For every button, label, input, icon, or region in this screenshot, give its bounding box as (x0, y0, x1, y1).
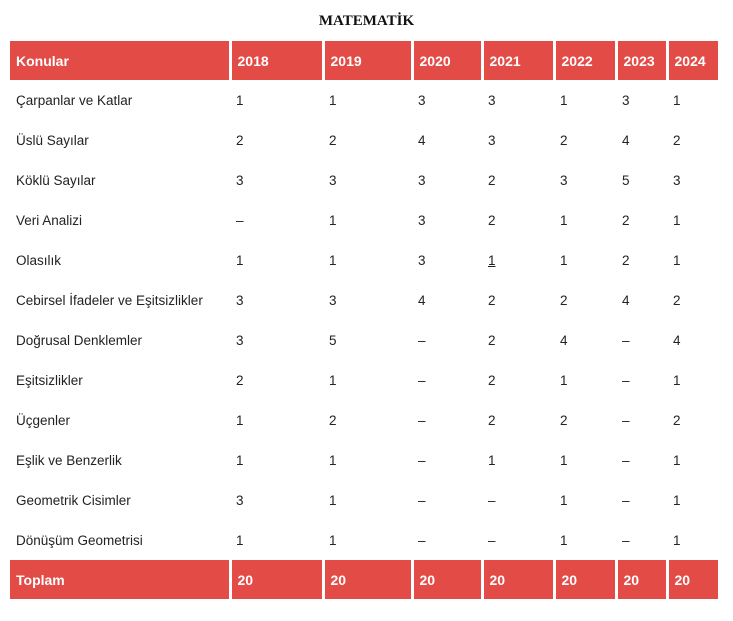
table-row (10, 320, 718, 360)
count-cell: 3 (488, 132, 496, 148)
topics-table (10, 41, 718, 599)
count-cell: – (622, 492, 630, 508)
count-cell: 2 (560, 292, 568, 308)
table-row (10, 440, 718, 480)
count-cell: 3 (236, 292, 244, 308)
count-cell: 2 (673, 412, 681, 428)
column-header-year: 2021 (482, 41, 554, 80)
topic-cell: Üçgenler (16, 412, 71, 428)
count-cell: 3 (418, 172, 426, 188)
table-row (10, 80, 718, 120)
column-header-year: 2019 (323, 41, 412, 80)
count-cell: 2 (329, 412, 337, 428)
count-cell: – (418, 532, 426, 548)
count-cell: – (418, 492, 426, 508)
count-cell: 1 (329, 92, 337, 108)
topic-cell: Eşlik ve Benzerlik (16, 452, 122, 468)
count-cell: 3 (560, 172, 568, 188)
topic-cell: Geometrik Cisimler (16, 492, 131, 508)
count-cell: 2 (488, 372, 496, 388)
table-row (10, 120, 718, 160)
table-row (10, 400, 718, 440)
total-cell: 20 (616, 560, 667, 599)
count-cell: 1 (236, 92, 244, 108)
count-cell: 1 (560, 452, 568, 468)
count-cell: 4 (673, 332, 681, 348)
count-cell: 1 (329, 372, 337, 388)
count-cell: 2 (488, 412, 496, 428)
column-header-year: 2023 (616, 41, 667, 80)
count-cell: 1 (673, 212, 681, 228)
count-cell: 2 (560, 412, 568, 428)
table-row (10, 200, 718, 240)
total-cell: 20 (230, 560, 323, 599)
count-cell: 3 (329, 292, 337, 308)
count-cell: 1 (329, 252, 337, 268)
total-cell: 20 (323, 560, 412, 599)
count-cell: – (622, 412, 630, 428)
count-cell: 2 (488, 332, 496, 348)
count-cell: 1 (488, 452, 496, 468)
count-cell: 1 (560, 252, 568, 268)
count-cell: – (622, 332, 630, 348)
count-cell: – (622, 372, 630, 388)
header-row (10, 41, 718, 80)
table-row (10, 360, 718, 400)
count-cell: 1 (236, 452, 244, 468)
count-cell: 2 (673, 132, 681, 148)
count-cell: 2 (560, 132, 568, 148)
count-cell: 3 (329, 172, 337, 188)
count-cell: 1 (673, 492, 681, 508)
column-header-year: 2020 (412, 41, 482, 80)
count-cell: 1 (560, 532, 568, 548)
page-title: MATEMATİK (318, 13, 415, 29)
table-row (10, 160, 718, 200)
count-cell: 1 (673, 252, 681, 268)
count-cell: 3 (488, 92, 496, 108)
column-header-topic: Konular (10, 41, 230, 80)
count-cell: 2 (236, 132, 244, 148)
count-cell: 3 (236, 332, 244, 348)
count-cell: – (418, 412, 426, 428)
count-cell: 3 (673, 172, 681, 188)
topic-cell: Dönüşüm Geometrisi (16, 532, 143, 548)
table-row (10, 280, 718, 320)
topic-cell: Veri Analizi (16, 212, 83, 228)
count-cell: 3 (418, 212, 426, 228)
count-cell: 3 (418, 252, 426, 268)
count-cell: 2 (329, 132, 337, 148)
count-cell: 1 (488, 252, 496, 268)
count-cell: 1 (329, 492, 337, 508)
count-cell: 1 (329, 212, 337, 228)
count-cell: 1 (673, 372, 681, 388)
count-cell: 2 (673, 292, 681, 308)
topic-cell: Olasılık (16, 252, 62, 268)
count-cell: 1 (560, 492, 568, 508)
count-cell: 1 (673, 532, 681, 548)
count-cell: 3 (236, 492, 244, 508)
count-cell: 2 (488, 172, 496, 188)
total-label: Toplam (10, 560, 230, 599)
count-cell: 1 (329, 532, 337, 548)
column-header-year: 2018 (230, 41, 323, 80)
count-cell: 1 (560, 212, 568, 228)
table-row (10, 480, 718, 520)
total-cell: 20 (667, 560, 718, 599)
count-cell: 3 (418, 92, 426, 108)
topic-cell: Çarpanlar ve Katlar (16, 92, 133, 108)
topic-cell: Cebirsel İfadeler ve Eşitsizlikler (16, 292, 203, 308)
count-cell: 1 (673, 452, 681, 468)
count-cell: 4 (560, 332, 568, 348)
count-cell: – (418, 452, 426, 468)
total-cell: 20 (412, 560, 482, 599)
topic-cell: Eşitsizlikler (16, 372, 83, 388)
count-cell: – (418, 372, 426, 388)
count-cell: – (488, 492, 496, 508)
count-cell: – (236, 212, 244, 228)
count-cell: 4 (418, 292, 426, 308)
count-cell: 2 (622, 212, 630, 228)
count-cell: – (622, 452, 630, 468)
count-cell: 2 (488, 212, 496, 228)
count-cell: – (488, 532, 496, 548)
count-cell: 5 (622, 172, 630, 188)
total-row (10, 560, 718, 599)
table-row (10, 520, 718, 560)
count-cell: – (622, 532, 630, 548)
topic-cell: Doğrusal Denklemler (16, 332, 143, 348)
count-cell: 1 (560, 92, 568, 108)
count-cell: – (418, 332, 426, 348)
count-cell: 1 (673, 92, 681, 108)
count-cell: 4 (622, 132, 630, 148)
count-cell: 1 (329, 452, 337, 468)
topic-cell: Üslü Sayılar (16, 132, 89, 148)
count-cell: 5 (329, 332, 337, 348)
count-cell: 4 (418, 132, 426, 148)
total-cell: 20 (482, 560, 554, 599)
count-cell: 1 (236, 412, 244, 428)
table-row (10, 240, 718, 280)
count-cell: 4 (622, 292, 630, 308)
count-cell: 1 (236, 252, 244, 268)
count-cell: 1 (560, 372, 568, 388)
count-cell: 2 (236, 372, 244, 388)
count-cell: 1 (236, 532, 244, 548)
count-cell: 2 (622, 252, 630, 268)
count-cell: 3 (622, 92, 630, 108)
column-header-year: 2022 (554, 41, 616, 80)
topic-cell: Köklü Sayılar (16, 172, 96, 188)
column-header-year: 2024 (667, 41, 718, 80)
total-cell: 20 (554, 560, 616, 599)
count-cell: 3 (236, 172, 244, 188)
count-cell: 2 (488, 292, 496, 308)
